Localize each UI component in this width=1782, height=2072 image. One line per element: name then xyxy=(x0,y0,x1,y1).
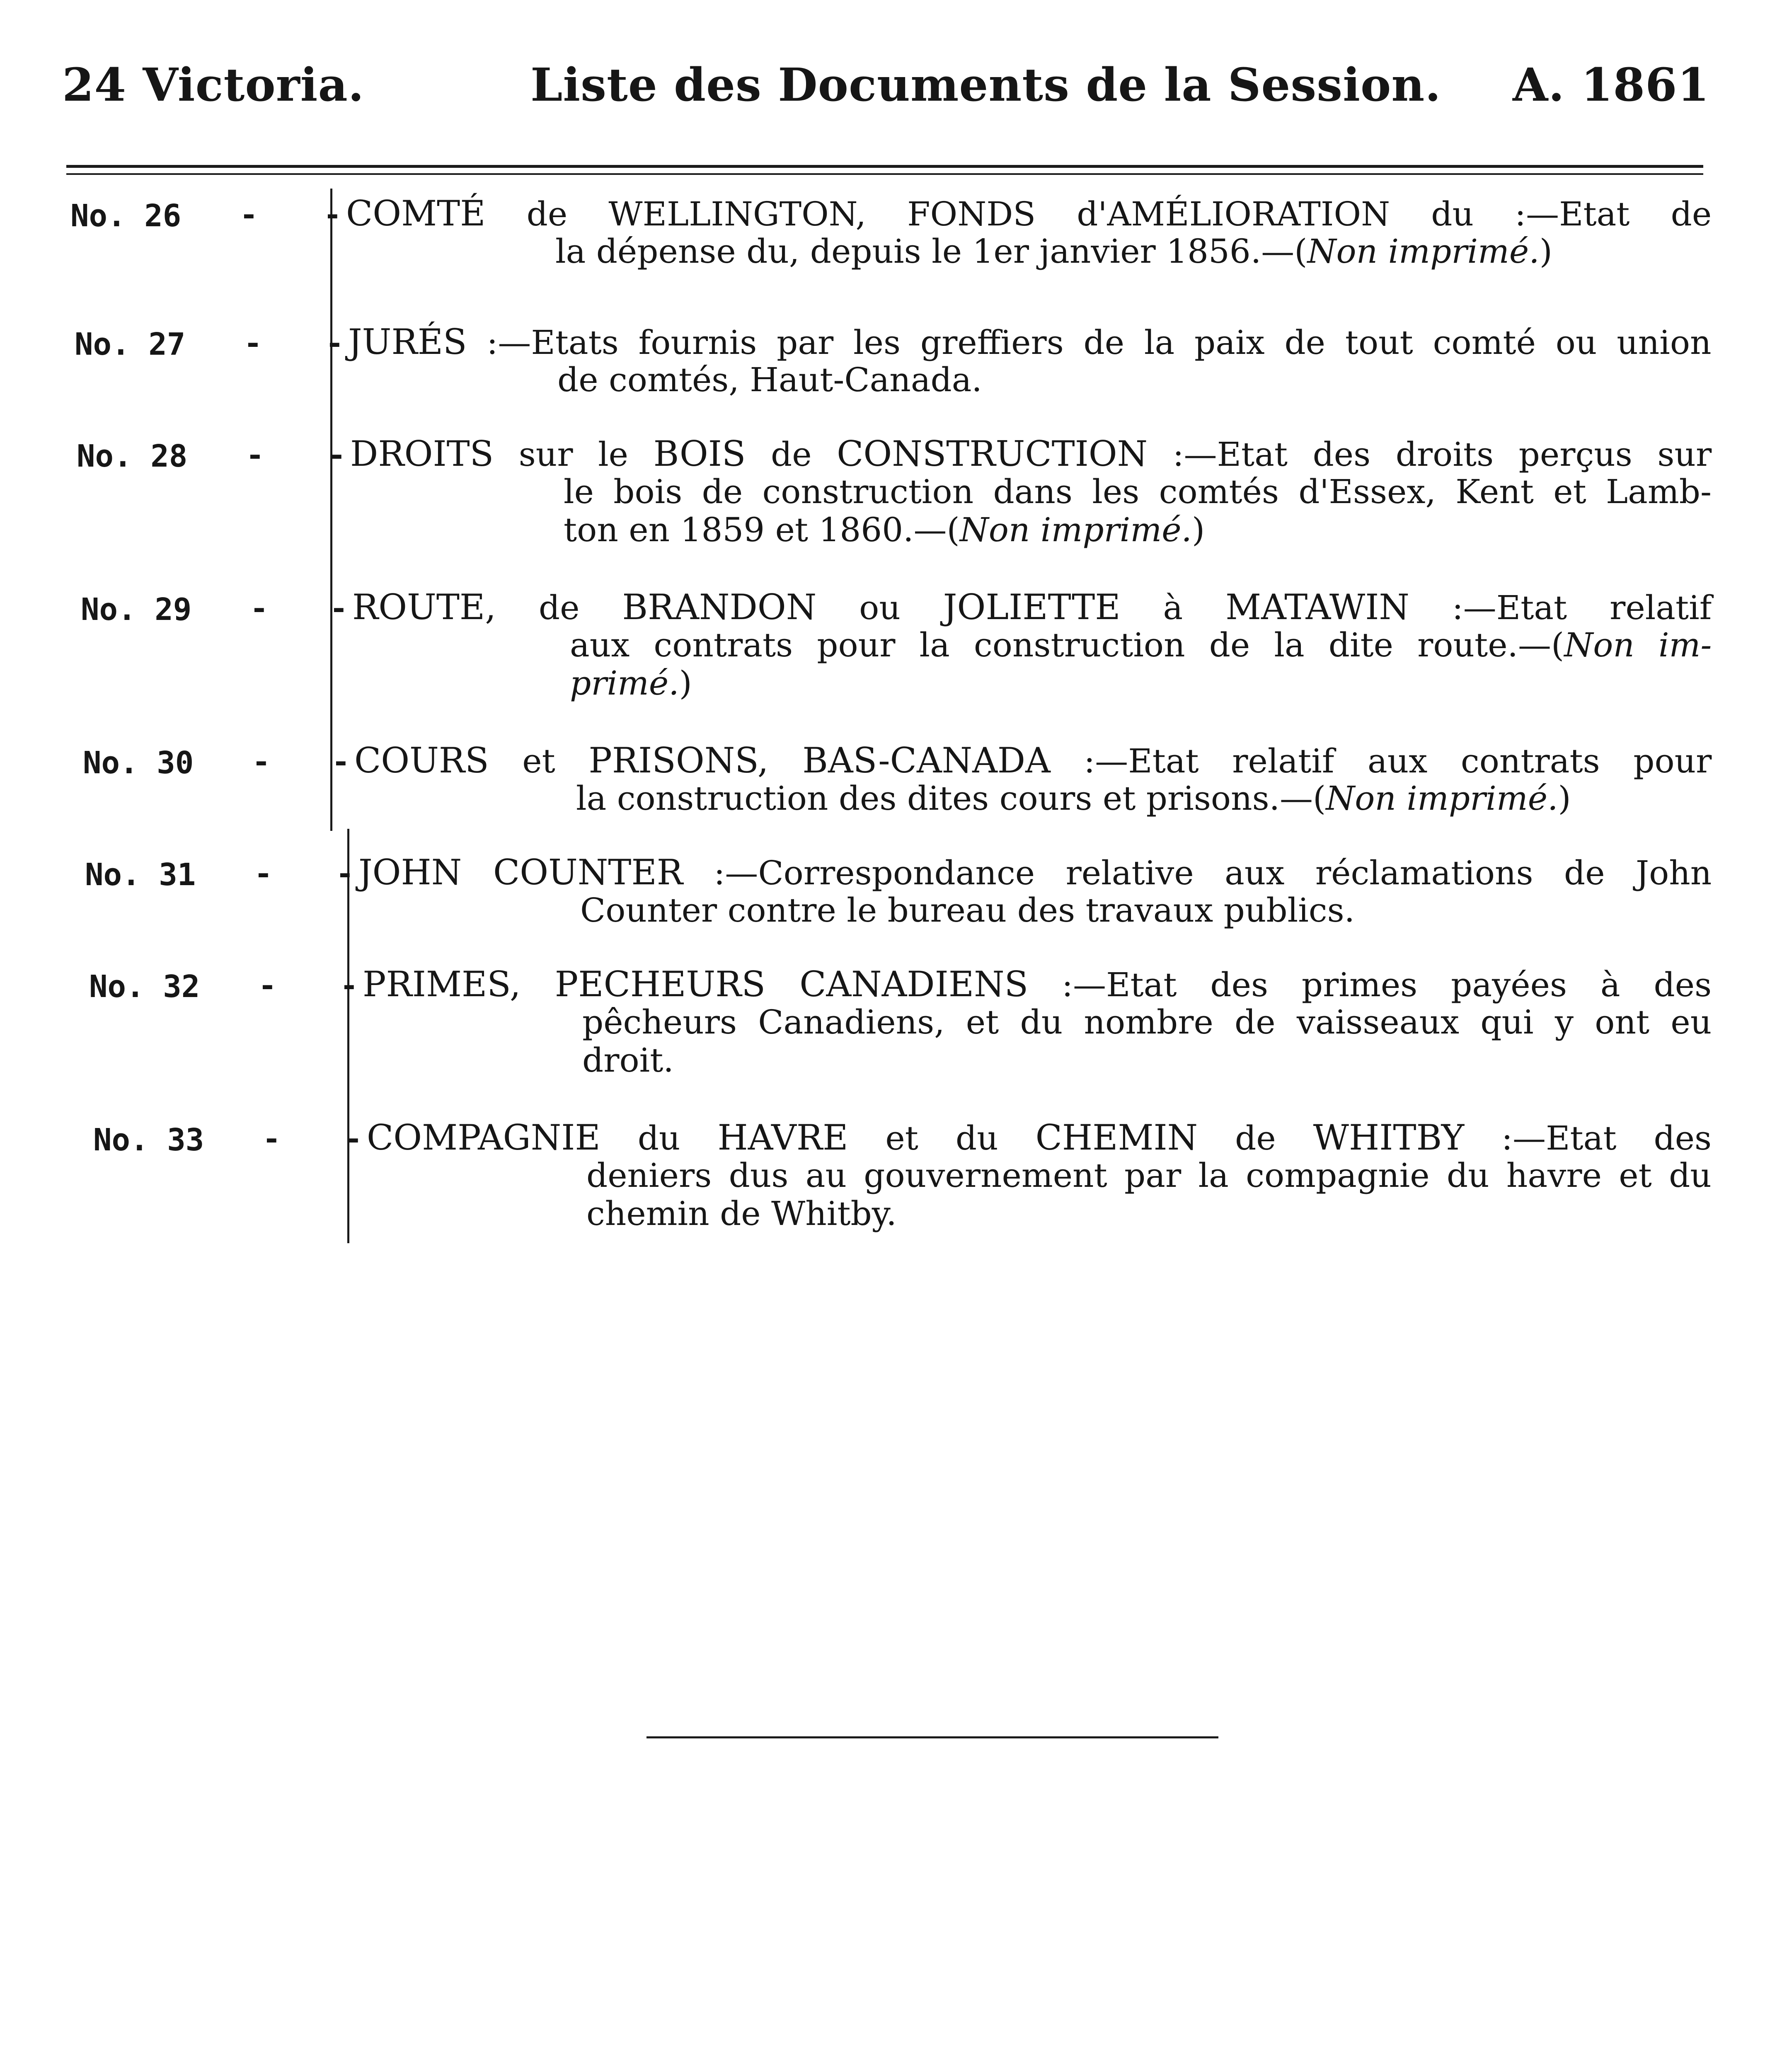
document-heading: JURÉS xyxy=(348,322,467,362)
document-description-line xyxy=(582,1004,1712,1041)
document-text: sur le xyxy=(494,435,654,474)
document-title-line xyxy=(354,742,1712,780)
leader-dash: - xyxy=(261,967,274,1003)
leader-dash: - xyxy=(339,855,351,891)
document-number: No. 33 xyxy=(93,1122,204,1158)
document-text: deniers dus au gouvernement par la compagnie du havre et du xyxy=(586,1156,1712,1195)
document-description-line xyxy=(582,1042,674,1079)
document-text: ) xyxy=(1191,511,1205,549)
leader-dash: - xyxy=(247,325,259,361)
document-title-line xyxy=(350,435,1712,473)
document-heading: WHITBY xyxy=(1313,1117,1465,1158)
leader-dash: - xyxy=(332,590,345,626)
italic-note: Non imprimé. xyxy=(1326,779,1558,818)
document-heading: PRIMES, PECHEURS CANADIENS xyxy=(363,964,1029,1005)
document-number: No. 28 xyxy=(77,438,188,474)
leader-dash: - xyxy=(347,1121,360,1156)
document-description-line xyxy=(570,665,692,702)
leader-dash: - xyxy=(328,325,341,361)
leader-dash: - xyxy=(255,743,268,779)
leader-dash: - xyxy=(330,437,343,472)
document-text: chemin de Whitby. xyxy=(586,1194,897,1233)
document-title-line xyxy=(348,323,1712,361)
document-description-line xyxy=(557,361,982,399)
document-heading: COURS xyxy=(354,740,489,781)
document-title-line xyxy=(358,854,1712,892)
footer-separator xyxy=(646,1736,1218,1738)
header-rule-thin xyxy=(66,173,1703,175)
document-description-line xyxy=(564,511,1205,549)
document-heading: HAVRE xyxy=(717,1117,848,1158)
document-number: No. 32 xyxy=(89,969,200,1005)
document-text: de comtés, Haut-Canada. xyxy=(557,361,982,399)
document-text: :—Etats fournis par les greffiers de la paix de tout comté ou union xyxy=(467,323,1712,362)
document-heading: COMPAGNIE xyxy=(367,1117,600,1158)
document-heading: BOIS xyxy=(653,433,746,474)
document-text: :—Etat relatif xyxy=(1409,588,1712,627)
document-description-line xyxy=(580,892,1355,929)
document-number: No. 29 xyxy=(81,592,192,627)
italic-note: primé. xyxy=(570,664,679,702)
document-text: la dépense du, depuis le 1er janvier 1856.—( xyxy=(555,232,1307,271)
document-text: le bois de construction dans les comtés d'Essex, Kent et Lamb- xyxy=(564,472,1712,511)
leader-dash: - xyxy=(334,743,347,779)
document-heading: DROITS xyxy=(350,433,494,474)
document-text: ton en 1859 et 1860.—( xyxy=(564,511,960,549)
document-heading: CHEMIN xyxy=(1035,1117,1198,1158)
leader-dash: - xyxy=(257,855,270,891)
document-heading: BRANDON xyxy=(622,587,817,627)
document-description-line xyxy=(564,473,1712,511)
document-heading: COMTÉ xyxy=(346,193,486,234)
document-text: du xyxy=(600,1119,718,1157)
italic-note: Non im- xyxy=(1564,626,1712,664)
header-title: Liste des Documents de la Session. xyxy=(530,58,1441,111)
leader-dash: - xyxy=(249,437,261,472)
document-number: No. 26 xyxy=(70,198,182,234)
document-text: ) xyxy=(679,664,692,702)
document-text: du :—Etat de xyxy=(1390,195,1712,233)
leader-dash: - xyxy=(253,590,266,626)
document-text: :—Etat relatif aux contrats pour xyxy=(1050,742,1712,780)
document-text: :—Etat des primes payées à des xyxy=(1028,966,1712,1004)
document-text: :—Correspondance relative aux réclamations de John xyxy=(683,854,1712,892)
margin-line-upper xyxy=(330,189,332,831)
document-heading: PRISONS, BAS-CANADA xyxy=(588,740,1051,781)
document-text: ou xyxy=(816,588,943,627)
document-heading: JOLIETTE xyxy=(943,587,1121,627)
header-session-year: 24 Victoria. xyxy=(62,58,365,111)
document-text: de xyxy=(485,195,609,233)
document-heading: JOHN COUNTER xyxy=(358,852,683,893)
document-text: ) xyxy=(1539,232,1552,271)
document-number: No. 31 xyxy=(85,857,196,893)
document-title-line xyxy=(367,1119,1712,1157)
leader-dash: - xyxy=(265,1121,278,1156)
italic-note: Non imprimé. xyxy=(959,511,1192,549)
document-text: WELLINGTON, FONDS d'AMÉLIORATION xyxy=(608,195,1390,233)
margin-line-lower xyxy=(347,829,349,1243)
document-title-line xyxy=(352,588,1712,627)
leader-dash: - xyxy=(343,967,356,1003)
document-text: Counter contre le bureau des travaux publics. xyxy=(580,891,1355,929)
leader-dash: - xyxy=(326,196,339,232)
document-text: la construction des dites cours et prisons.—( xyxy=(576,779,1326,818)
document-text: et xyxy=(489,742,589,780)
document-text: aux contrats pour la construction de la dite route.—( xyxy=(570,626,1564,664)
document-text: ) xyxy=(1558,779,1571,818)
document-description-line xyxy=(586,1157,1712,1194)
leader-dash: - xyxy=(242,196,255,232)
document-text: et du xyxy=(848,1119,1036,1157)
document-number: No. 30 xyxy=(83,745,194,781)
document-text: à xyxy=(1120,588,1226,627)
document-description-line xyxy=(576,780,1571,817)
document-number: No. 27 xyxy=(75,327,186,362)
document-text: de xyxy=(746,435,837,474)
document-description-line xyxy=(586,1195,897,1232)
italic-note: Non imprimé. xyxy=(1307,232,1540,271)
header-year: A. 1861 xyxy=(1513,58,1710,111)
document-text: :—Etat des droits perçus sur xyxy=(1148,435,1712,474)
document-text: :—Etat des xyxy=(1464,1119,1712,1157)
document-text: droit. xyxy=(582,1041,674,1080)
document-text: pêcheurs Canadiens, et du nombre de vaisseaux qui y ont eu xyxy=(582,1003,1712,1041)
document-heading: MATAWIN xyxy=(1225,587,1409,627)
document-heading: CONSTRUCTION xyxy=(837,433,1148,474)
document-text: de xyxy=(1198,1119,1313,1157)
document-description-line xyxy=(555,233,1552,270)
document-heading: ROUTE, xyxy=(352,587,496,627)
document-text: de xyxy=(496,588,622,627)
document-title-line xyxy=(363,966,1712,1004)
document-title-line xyxy=(346,195,1712,233)
header-rule-thick xyxy=(66,165,1703,168)
document-description-line xyxy=(570,627,1712,664)
